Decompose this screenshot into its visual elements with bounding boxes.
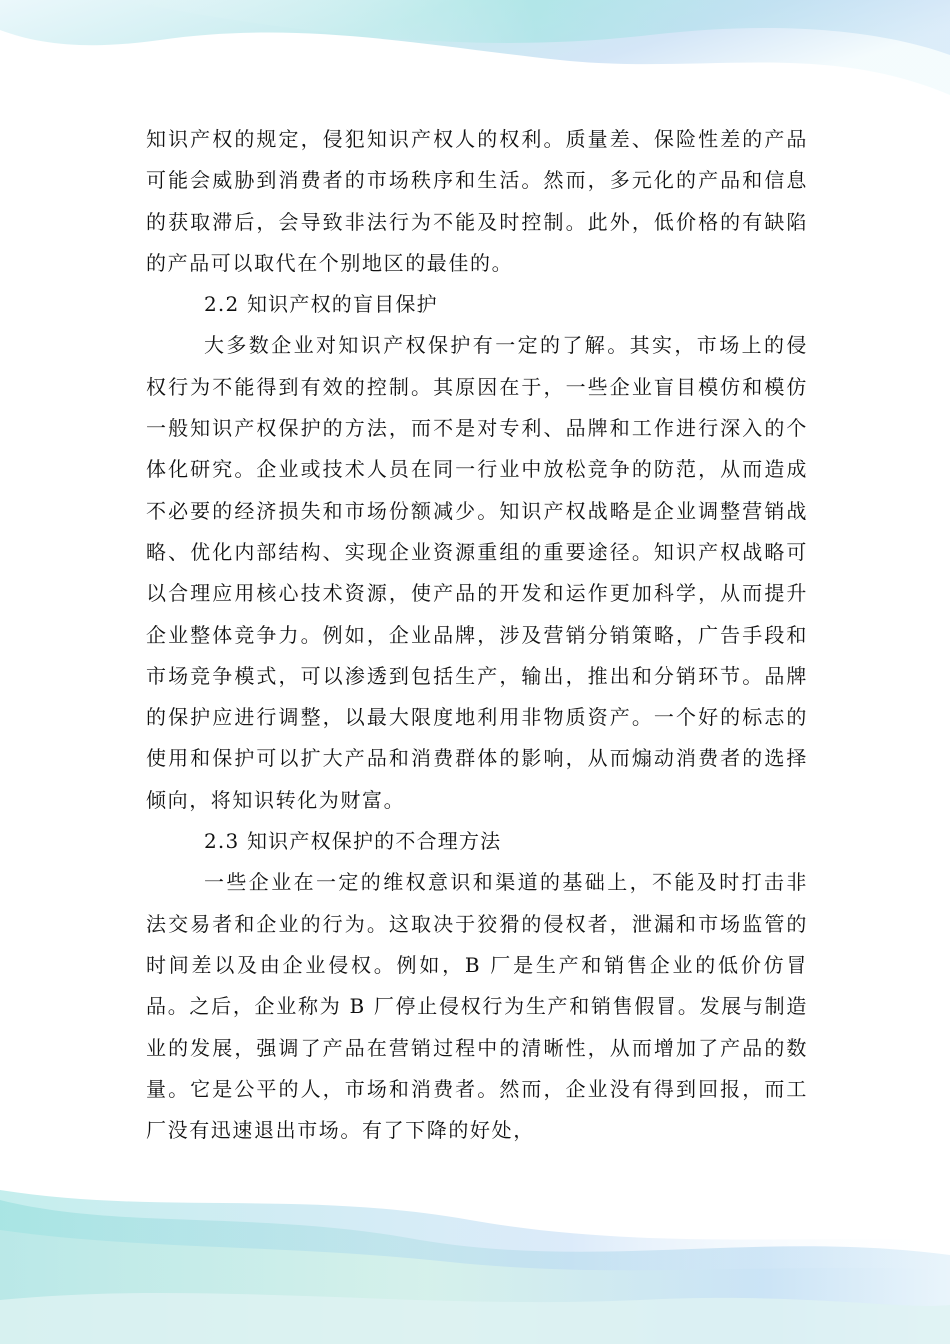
section-heading-2-2: 2.2 知识产权的盲目保护 <box>204 292 438 317</box>
body-paragraph-3: 一些企业在一定的维权意识和渠道的基础上，不能及时打击非法交易者和企业的行为。这取决于狡猾的侵权者，泄漏和市场监管的时间差以及由企业侵权。例如，B 厂是生产和销售企业的低价仿冒品。之后，企业称为 B 厂停止侵权行为生产和销售假冒。发展与制造业的发展，强调了产品在营销过程中的清晰性，从而增加了产品的数量。它是公平的人，市场和消费者。然而，企业没有得到回报，而工厂没有迅速退出市场。有了下降的好处， <box>146 870 808 1143</box>
body-paragraph-1: 知识产权的规定，侵犯知识产权人的权利。质量差、保险性差的产品可能会威胁到消费者的市场秩序和生活。然而，多元化的产品和信息的获取滞后，会导致非法行为不能及时控制。此外，低价格的有缺陷的产品可以取代在个别地区的最佳的。 <box>146 127 808 275</box>
section-heading-2-3: 2.3 知识产权保护的不合理方法 <box>204 829 502 854</box>
document-body <box>146 119 808 1151</box>
body-paragraph-2: 大多数企业对知识产权保护有一定的了解。其实，市场上的侵权行为不能得到有效的控制。其原因在于，一些企业盲目模仿和模仿一般知识产权保护的方法，而不是对专利、品牌和工作进行深入的个体化研究。企业或技术人员在同一行业中放松竞争的防范，从而造成不必要的经济损失和市场份额减少。知识产权战略是企业调整营销战略、优化内部结构、实现企业资源重组的重要途径。知识产权战略可以合理应用核心技术资源，使产品的开发和运作更加科学，从而提升企业整体竞争力。例如，企业品牌，涉及营销分销策略，广告手段和市场竞争模式，可以渗透到包括生产，输出，推出和分销环节。品牌的保护应进行调整，以最大限度地利用非物质资产。一个好的标志的使用和保护可以扩大产品和消费群体的影响，从而煽动消费者的选择倾向，将知识转化为财富。 <box>146 333 808 812</box>
